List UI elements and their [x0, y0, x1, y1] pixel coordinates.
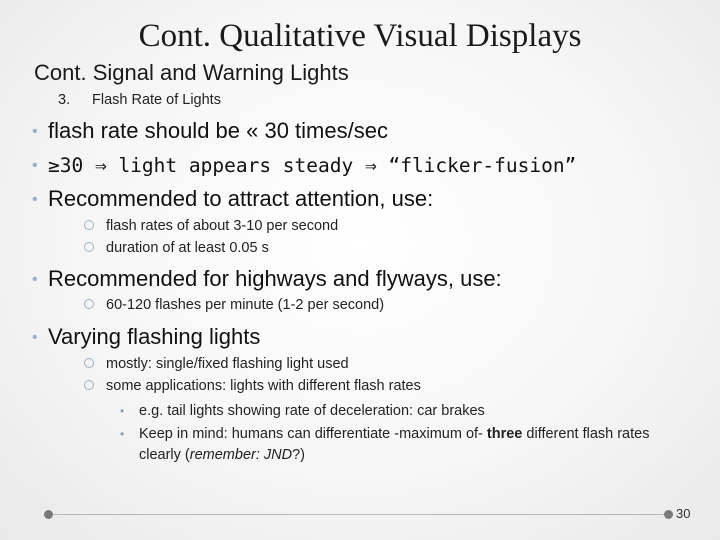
bullet-dot-icon: •: [32, 123, 38, 140]
circle-bullet-icon: [84, 380, 94, 390]
footer-divider: [48, 514, 670, 515]
sub-sub-bullet-text: e.g. tail lights showing rate of deceleration: car brakes: [139, 403, 485, 419]
bullet-text: flash rate should be « 30 times/sec: [48, 118, 388, 143]
circle-bullet-icon: [84, 299, 94, 309]
sub-bullet-text: some applications: lights with different flash rates: [106, 378, 421, 394]
bullet-item: [32, 324, 260, 350]
footer-dot-icon: [44, 510, 53, 519]
sub-bullet-item: [84, 218, 338, 234]
bullet-item: [32, 186, 433, 212]
bullet-text: Recommended to attract attention, use:: [48, 186, 434, 211]
slide-title: Cont. Qualitative Visual Displays: [138, 18, 582, 54]
sub-bullet-item: [84, 297, 384, 313]
bullet-dot-icon: •: [32, 271, 38, 288]
small-dot-icon: •: [120, 427, 125, 441]
sub-bullet-item: [84, 378, 421, 394]
page-number: 30: [676, 506, 691, 521]
circle-bullet-icon: [84, 358, 94, 368]
bullet-dot-icon: •: [32, 329, 38, 346]
bullet-item: [32, 152, 576, 178]
sub-bullet-text: mostly: single/fixed flashing light used: [106, 356, 349, 372]
circle-bullet-icon: [84, 242, 94, 252]
sub-bullet-text: duration of at least 0.05 s: [106, 240, 269, 256]
item-text: Flash Rate of Lights: [92, 92, 221, 108]
item-number: 3.: [58, 92, 71, 108]
slide-subtitle: Cont. Signal and Warning Lights: [34, 60, 349, 85]
sub-bullet-text: 60-120 flashes per minute (1-2 per second): [106, 297, 385, 313]
footer-dot-icon: [664, 510, 673, 519]
bullet-text: ≥30 ⇒ light appears steady ⇒ “flicker-fusion”: [48, 154, 577, 177]
small-dot-icon: •: [120, 404, 125, 418]
bullet-dot-icon: •: [32, 191, 38, 208]
numbered-item: [58, 92, 221, 108]
bullet-item: [32, 266, 502, 292]
bullet-text: Recommended for highways and flyways, use:: [48, 266, 502, 291]
circle-bullet-icon: [84, 220, 94, 230]
bullet-text: Varying flashing lights: [48, 324, 261, 349]
sub-sub-bullet-text: Keep in mind: humans can differentiate -maximum of- three different flash rates clearly (remember: JND?): [139, 426, 650, 463]
bullet-dot-icon: •: [32, 157, 38, 174]
sub-sub-bullet-item: [120, 424, 680, 466]
sub-bullet-item: [84, 240, 269, 256]
bullet-item: [32, 118, 388, 144]
sub-bullet-item: [84, 356, 349, 372]
sub-sub-bullet-item: [120, 401, 680, 422]
sub-bullet-text: flash rates of about 3-10 per second: [106, 218, 339, 234]
